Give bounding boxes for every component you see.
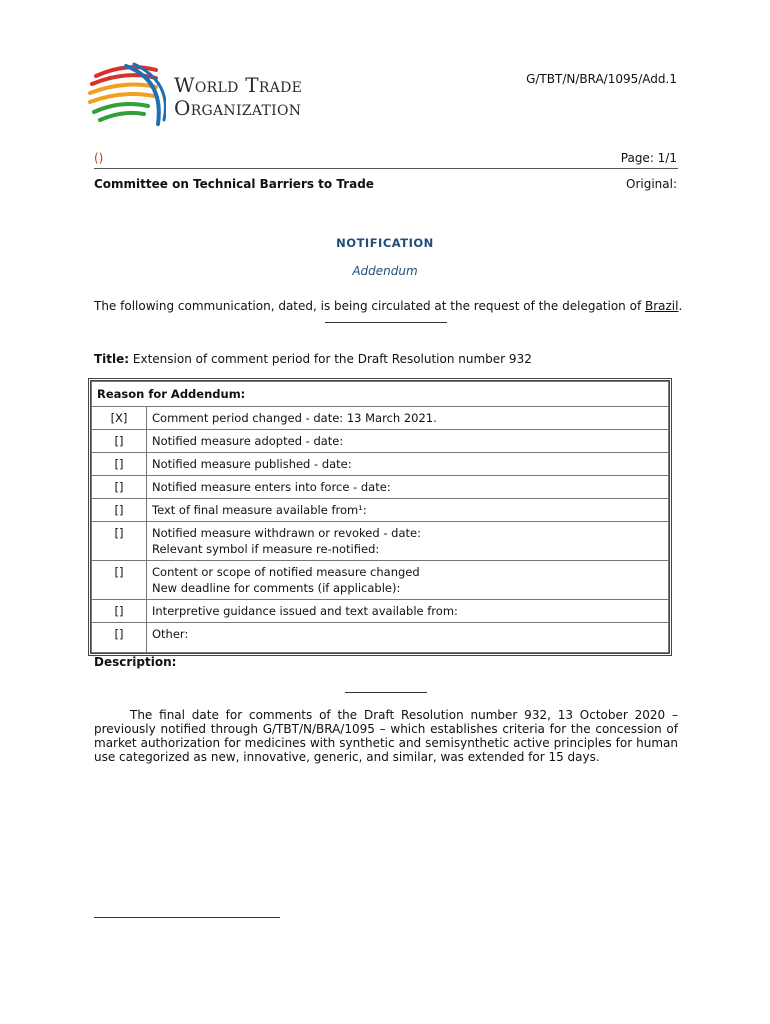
organization-name-line2: Organization: [174, 96, 302, 120]
reason-text: Other:: [147, 623, 669, 653]
notification-heading: NOTIFICATION: [336, 236, 434, 250]
reason-checkbox: []: [92, 561, 147, 600]
reason-text: Notified measure adopted - date:: [147, 430, 669, 453]
reason-table-header: [92, 382, 669, 407]
committee-name: Committee on Technical Barriers to Trade: [94, 177, 374, 191]
description-text: The final date for comments of the Draft Resolution number 932, 13 October 2020 – previously notified through G/TBT/N/BRA/1095 – which establishes criteria for the concession of market authorization for medicines with synthetic and semisynthetic active principles for human use categorized as new, innovative, generic, and similar, was extended for 15 days.: [94, 708, 678, 764]
table-row: [92, 407, 669, 430]
table-row: [92, 430, 669, 453]
reason-table: [88, 378, 672, 656]
title-line: [94, 352, 532, 366]
reason-text: Text of final measure available from¹:: [147, 499, 669, 522]
table-row: [92, 522, 669, 561]
reason-checkbox: []: [92, 600, 147, 623]
intro-end: .: [678, 299, 683, 313]
reason-text-block: [147, 522, 669, 561]
intro-divider: [325, 322, 447, 323]
reason-checkbox: []: [92, 453, 147, 476]
page-number: Page: 1/1: [620, 151, 677, 165]
reason-text: Comment period changed - date: 13 March 2021.: [147, 407, 669, 430]
intro-text: The following communication, dated, is being circulated at the request of the delegation of: [94, 299, 645, 313]
original-language: Original:: [626, 177, 677, 191]
wto-logo-icon: [86, 62, 166, 132]
footnote-divider: [94, 917, 280, 918]
reason-text: Interpretive guidance issued and text available from:: [147, 600, 669, 623]
table-row: [92, 623, 669, 653]
reason-text-block: [147, 561, 669, 600]
reason-text: Notified measure published - date:: [147, 453, 669, 476]
table-row: [92, 476, 669, 499]
table-row: [92, 561, 669, 600]
table-row: [92, 600, 669, 623]
table-row: [92, 453, 669, 476]
reason-heading: Reason for Addendum:: [92, 382, 669, 407]
reason-text: Notified measure withdrawn or revoked - date:: [152, 526, 421, 540]
title-label: Title:: [94, 352, 130, 366]
reason-subtext: Relevant symbol if measure re-notified:: [152, 542, 380, 556]
organization-name: [174, 74, 302, 120]
reason-checkbox: []: [92, 430, 147, 453]
reason-checkbox: []: [92, 476, 147, 499]
reason-checkbox: []: [92, 499, 147, 522]
intro-paragraph: [94, 299, 682, 313]
document-date: (): [94, 151, 104, 165]
reason-text: Content or scope of notified measure changed: [152, 565, 420, 579]
document-symbol: G/TBT/N/BRA/1095/Add.1: [526, 72, 677, 86]
reason-subtext: New deadline for comments (if applicable):: [152, 581, 401, 595]
addendum-subheading: Addendum: [352, 264, 418, 278]
reason-checkbox: [X]: [92, 407, 147, 430]
title-text: Extension of comment period for the Draft Resolution number 932: [129, 352, 532, 366]
reason-checkbox: []: [92, 623, 147, 653]
reason-text: Notified measure enters into force - date:: [147, 476, 669, 499]
header-divider: [94, 168, 678, 169]
table-row: [92, 499, 669, 522]
intro-country: Brazil: [644, 299, 679, 313]
organization-name-line1: World Trade: [174, 73, 303, 97]
description-divider: [345, 692, 427, 693]
description-label: Description:: [94, 655, 177, 669]
reason-checkbox: []: [92, 522, 147, 561]
